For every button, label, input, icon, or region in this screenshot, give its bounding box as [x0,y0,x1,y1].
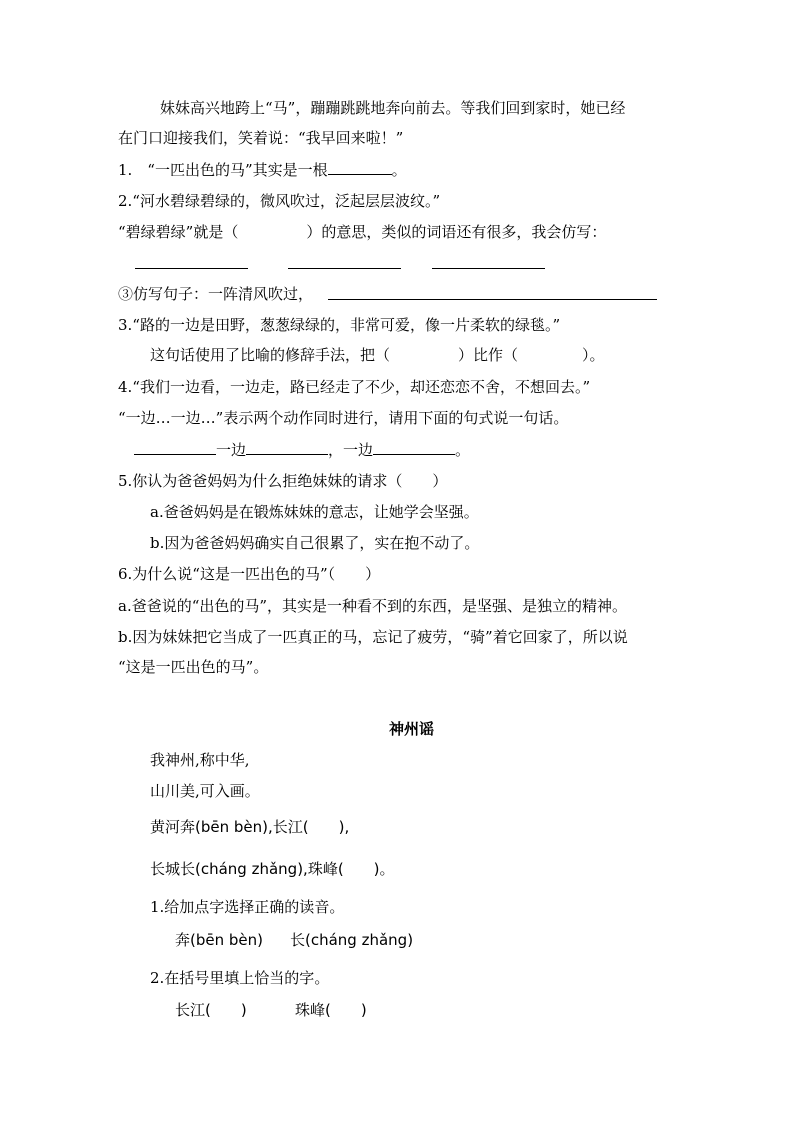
poem-question-1-option-a: 奔(bēn bèn) [175,931,263,949]
poem-question-2-item-a: 长江( ) [175,1001,247,1019]
question-4-fill [134,440,470,460]
question-6-option-a: a.爸爸说的“出色的马”，其实是一种看不到的东西，是坚强、是独立的精神。 [118,597,628,615]
question-1-text: 1. “一匹出色的马”其实是一根 [118,161,328,179]
question-2-sub-prefix: “碧绿碧绿”就是（ [118,223,239,241]
poem-question-1-option-b: 长(cháng zhǎng) [290,931,414,949]
question-2-imitate: ③仿写句子：一阵清风吹过， [118,285,314,303]
question-4-fill-b: ，一边 [328,441,374,459]
answer-blank[interactable] [328,160,392,175]
answer-line[interactable] [135,268,248,269]
answer-line[interactable] [288,268,401,269]
question-6-option-b-line-2: “这是一匹出色的马”。 [118,658,269,676]
poem-line-3: 黄河奔(bēn bèn),长江( ), [150,818,350,836]
passage-line-2: 在门口迎接我们，笑着说：“我早回来啦！” [118,129,404,147]
question-4-fill-c: 。 [455,441,471,459]
question-5: 5.你认为爸爸妈妈为什么拒绝妹妹的请求（ ） [118,472,448,490]
question-5-option-b: b.因为爸爸妈妈确实自己很累了，实在抱不动了。 [150,534,480,552]
question-4-sub: “一边…一边…”表示两个动作同时进行，请用下面的句式说一句话。 [118,409,569,427]
poem-question-2-item-b: 珠峰( ) [295,1001,367,1019]
answer-line[interactable] [328,299,657,300]
poem-question-1: 1.给加点字选择正确的读音。 [150,898,345,916]
question-6-option-b-line-1: b.因为妹妹把它当成了一匹真正的马，忘记了疲劳，“骑”着它回家了，所以说 [118,628,628,646]
question-5-option-a: a.爸爸妈妈是在锻炼妹妹的意志，让她学会坚强。 [150,503,479,521]
poem-line-2: 山川美,可入画。 [150,782,260,800]
question-3-sub-a: 这句话使用了比喻的修辞手法，把（ [150,346,391,364]
question-3-sub [150,345,605,365]
question-2-sub [118,222,606,242]
poem-question-2: 2.在括号里填上恰当的字。 [150,969,330,987]
answer-blank[interactable] [373,440,455,455]
question-4-fill-a: 一边 [216,441,247,459]
question-4: 4.“我们一边看，一边走，路已经走了不少，却还恋恋不舍，不想回去。” [118,378,591,396]
question-3-sub-b: ）比作（ [458,346,519,364]
answer-line[interactable] [432,268,545,269]
question-1-tail: 。 [391,161,407,179]
question-1 [118,160,407,180]
question-3: 3.“路的一边是田野，葱葱绿绿的，非常可爱，像一片柔软的绿毯。” [118,316,561,334]
poem-title: 神州谣 [389,720,435,738]
poem-line-4: 长城长(cháng zhǎng),珠峰( )。 [150,860,395,878]
passage-line-1: 妹妹高兴地跨上“马”，蹦蹦跳跳地奔向前去。等我们回到家时，她已经 [160,99,626,117]
answer-blank[interactable] [134,440,216,455]
answer-blank[interactable] [246,440,328,455]
question-2: 2.“河水碧绿碧绿的，微风吹过，泛起层层波纹。” [118,192,441,210]
question-6: 6.为什么说“这是一匹出色的马”（ ） [118,565,381,583]
question-2-sub-suffix: ）的意思，类似的词语还有很多，我会仿写： [306,223,607,241]
question-3-sub-c: ）。 [582,346,605,364]
poem-line-1: 我神州,称中华, [150,751,250,769]
